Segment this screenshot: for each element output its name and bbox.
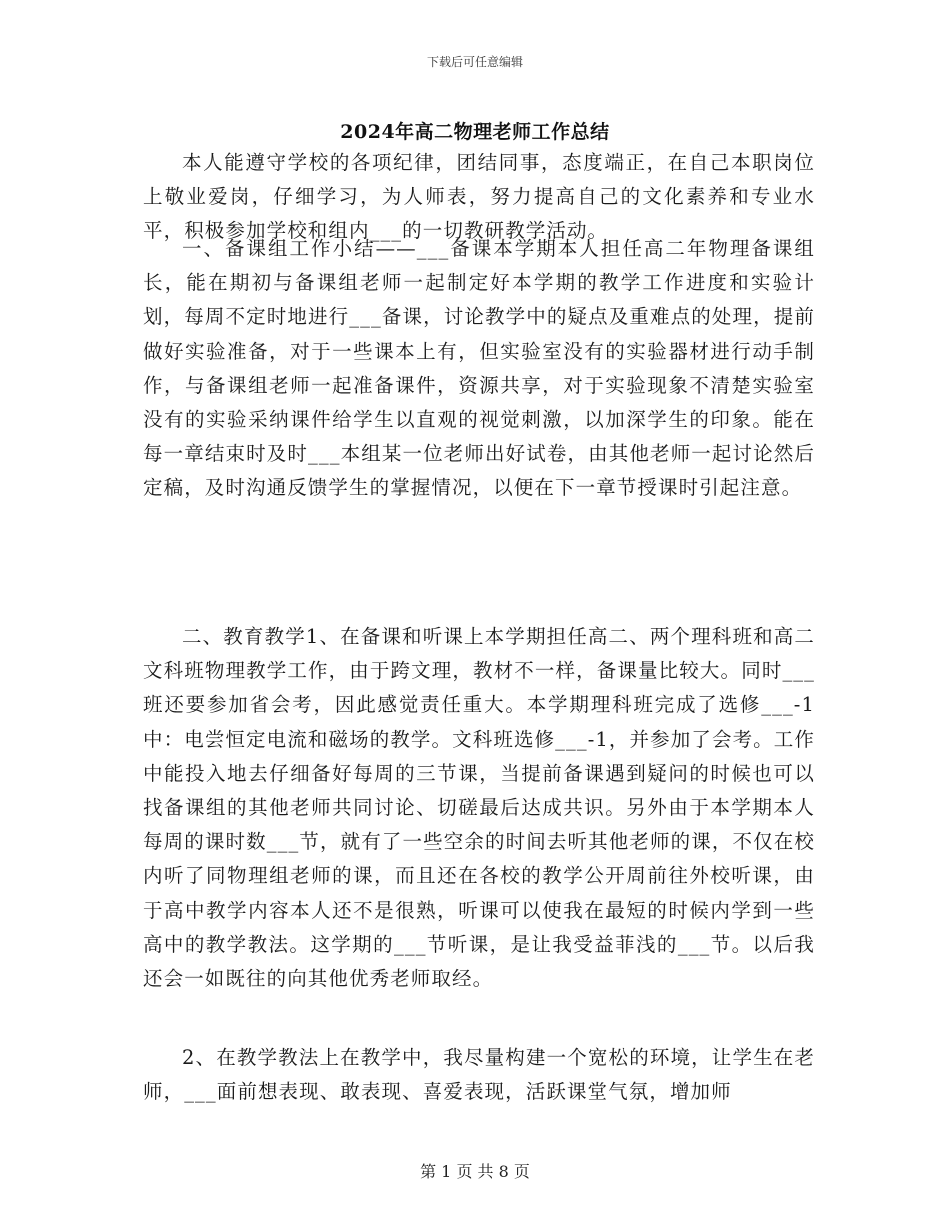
paragraph-block-3 — [143, 620, 815, 996]
page-number-footer: 第 1 页 共 8 页 — [420, 1162, 530, 1181]
paragraph-teaching-work: 二、教育教学1、在备课和听课上本学期担任高二、两个理科班和高二文科班物理教学工作，由于跨文理，教材不一样，备课量比较大。同时___班还要参加省会考，因此感觉责任重大。本学期理科班完成了选修___-1中：电尝恒定电流和磁场的教学。文科班选修___-1，并参加了会考。工作中能投入地去仔细备好每周的三节课，当提前备课遇到疑问的时候也可以找备课组的其他老师共同讨论、切磋最后达成共识。另外由于本学期本人每周的课时数___节，就有了一些空余的时间去听其他老师的课，不仅在校内听了同物理组老师的课，而且还在各校的教学公开周前往外校听课，由于高中教学内容本人还不是很熟，听课可以使我在最短的时候内学到一些高中的教学教法。这学期的___节听课，是让我受益菲浅的___节。以后我还会一如既往的向其他优秀老师取经。 — [143, 625, 815, 991]
paragraph-teaching-methods: 2、在教学教法上在教学中，我尽量构建一个宽松的环境，让学生在老师，___面前想表现、敢表现、喜爱表现，活跃课堂气氛，增加师 — [143, 1046, 815, 1104]
header-note: 下载后可任意编辑 — [426, 55, 523, 69]
document-title: 2024年高二物理老师工作总结 — [340, 121, 610, 143]
paragraph-lesson-prep-summary: 一、备课组工作小结——___备课本学期本人担任高二年物理备课组长，能在期初与备课组老师一起制定好本学期的教学工作进度和实验计划，每周不定时地进行___备课，讨论教学中的疑点及重难点的处理，提前做好实验准备，对于一些课本上有，但实验室没有的实验器材进行动手制作，与备课组老师一起准备课件，资源共享，对于实验现象不清楚实验室没有的实验采纳课件给学生以直观的视觉刺激，以加深学生的印象。能在每一章结束时及时___本组某一位老师出好试卷，由其他老师一起讨论然后定稿，及时沟通反馈学生的掌握情况，以便在下一章节授课时引起注意。 — [143, 237, 815, 500]
paragraph-intro: 本人能遵守学校的各项纪律，团结同事，态度端正，在自己本职岗位上敬业爱岗，仔细学习，为人师表，努力提高自己的文化素养和专业水平，积极参加学校和组内___的一切教研教学活动。 — [143, 151, 815, 243]
paragraph-block-2 — [143, 232, 815, 506]
paragraph-block-4 — [143, 1041, 815, 1109]
